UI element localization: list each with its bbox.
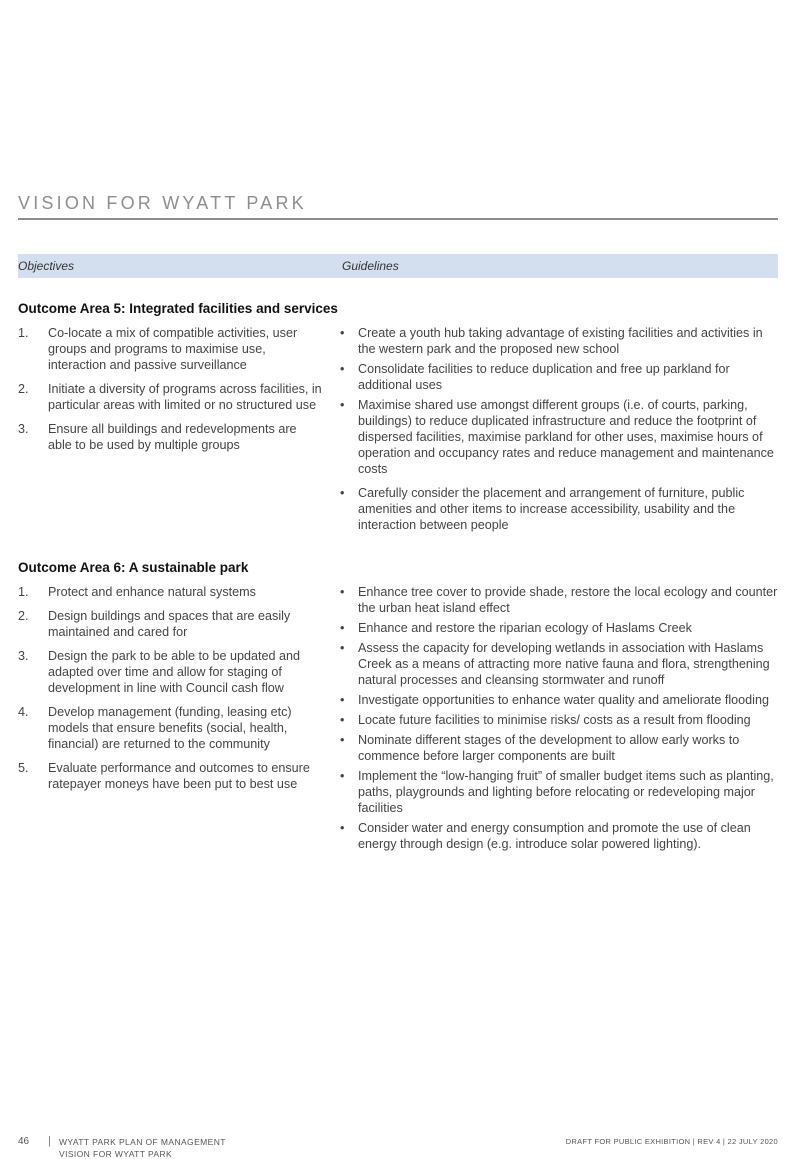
objective-item: 3. Ensure all buildings and redevelopments are able to be used by multiple groups [18,422,297,452]
section-6-objectives [18,584,323,800]
objective-item: 2. Design buildings and spaces that are easily maintained and cared for [18,609,291,639]
page-number: 46 [18,1136,30,1147]
footer-separator: | [48,1135,51,1147]
table-header [18,254,778,278]
footer-draft-note: DRAFT FOR PUBLIC EXHIBITION | REV 4 | 22 JULY 2020 [565,1137,778,1146]
guidelines-header: Guidelines [342,259,399,273]
page-title: VISION FOR WYATT PARK [18,193,307,213]
objective-item: 1. Protect and enhance natural systems [18,585,256,599]
guideline-item: • Carefully consider the placement and arrangement of furniture, public amenities and other items to increase accessibility, usability and the interaction between people [340,486,745,532]
guideline-item: • Investigate opportunities to enhance water quality and ameliorate flooding [340,693,769,707]
section-5-objectives [18,325,323,461]
guideline-item: • Create a youth hub taking advantage of existing facilities and activities in the western park and the proposed new school [340,326,763,356]
section-5-guidelines [340,325,780,537]
footer-doc-subtitle: VISION FOR WYATT PARK [59,1149,173,1159]
footer-doc-title: WYATT PARK PLAN OF MANAGEMENT [59,1137,226,1147]
objective-item: 4. Develop management (funding, leasing etc) models that ensure benefits (social, health, financial) are returned to the community [18,705,292,751]
guideline-item: • Implement the “low-hanging fruit” of smaller budget items such as planting, paths, playgrounds and lighting before relocating or redeveloping major facilities [340,769,774,815]
section-6-title: Outcome Area 6: A sustainable park [18,560,249,575]
guideline-item: • Nominate different stages of the development to allow early works to commence before larger components are built [340,733,740,763]
objective-item: 5. Evaluate performance and outcomes to ensure ratepayer moneys have been put to best use [18,761,310,791]
guideline-item: • Maximise shared use amongst different groups (i.e. of courts, parking, buildings) to reduce duplicated infrastructure and reduce the footprint of dispersed facilities, maximise parkland for other uses, maximise hours of operation and occupancy rates and reduce management and maintenance costs [340,398,774,476]
objectives-header: Objectives [18,259,75,273]
guideline-item: • Locate future facilities to minimise risks/ costs as a result from flooding [340,713,751,727]
objective-item: 3. Design the park to be able to be updated and adapted over time and allow for staging of development in line with Council cash flow [18,649,301,695]
guideline-item: • Consolidate facilities to reduce duplication and free up parkland for additional uses [340,362,730,392]
objective-item: 2. Initiate a diversity of programs across facilities, in particular areas with limited or no structured use [18,382,322,412]
guideline-item: • Assess the capacity for developing wetlands in association with Haslams Creek as a means of attracting more native fauna and flora, strengthening natural processes and cleansing stormwater and runoff [340,641,770,687]
section-5-title: Outcome Area 5: Integrated facilities and services [18,301,338,316]
guideline-item: • Enhance and restore the riparian ecology of Haslams Creek [340,621,692,635]
guideline-item: • Enhance tree cover to provide shade, restore the local ecology and counter the urban heat island effect [340,585,778,615]
objective-item: 1. Co-locate a mix of compatible activities, user groups and programs to maximise use, interaction and passive surveillance [18,326,298,372]
guideline-item: • Consider water and energy consumption and promote the use of clean energy through design (e.g. introduce solar powered lighting). [340,821,751,851]
title-divider [18,218,778,220]
section-6-guidelines [340,584,780,856]
